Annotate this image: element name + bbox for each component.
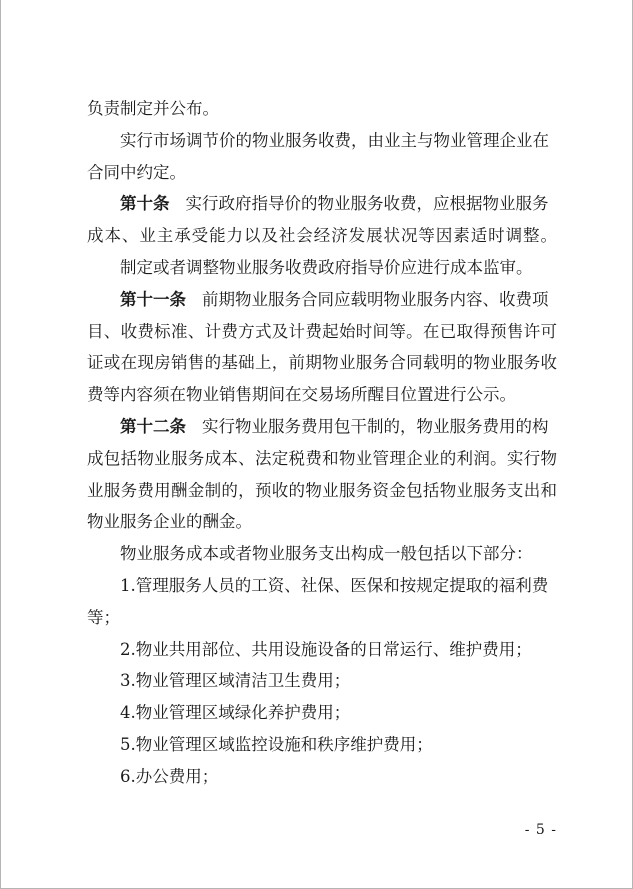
text-line-3: 合同中约定。 <box>87 162 186 182</box>
page-number: - 5 - <box>524 822 557 838</box>
list-item-1-line-2: 等； <box>87 607 120 627</box>
article-12-heading: 第十二条 <box>120 416 186 436</box>
article-10-line-1 <box>87 188 557 220</box>
text-line-10: 费等内容须在物业销售期间在交易场所醒目位置进行公示。 <box>87 385 516 405</box>
page-border-left <box>0 0 1 889</box>
article-11-heading: 第十一条 <box>120 289 186 309</box>
list-item-3: 3.物业管理区域清洁卫生费用； <box>120 671 351 691</box>
list-item-6: 6.办公费用； <box>120 766 219 786</box>
article-11-text: 前期物业服务合同应载明物业服务内容、收费项 <box>202 289 549 309</box>
text-line-6: 制定或者调整物业服务收费政府指导价应进行成本监审。 <box>120 257 533 277</box>
text-line-14: 物业服务企业的酬金。 <box>87 512 252 532</box>
article-12-line-1 <box>87 411 557 443</box>
list-item-5: 5.物业管理区域监控设施和秩序维护费用； <box>120 734 433 754</box>
article-12-text: 实行物业服务费用包干制的，物业服务费用的构 <box>202 416 549 436</box>
text-line-1: 负责制定并公布。 <box>87 99 219 118</box>
article-10-heading: 第十条 <box>120 194 170 214</box>
text-line-8: 目、收费标准、计费方式及计费起始时间等。在已取得预售许可 <box>87 321 557 341</box>
article-11-line-1 <box>87 284 557 316</box>
text-line-5: 成本、业主承受能力以及社会经济发展状况等因素适时调整。 <box>87 226 557 246</box>
body-text <box>87 93 557 793</box>
text-line-12: 成包括物业服务成本、法定税费和物业管理企业的利润。实行物 <box>87 448 557 468</box>
article-10-text: 实行政府指导价的物业服务收费，应根据物业服务 <box>185 194 549 214</box>
text-line-2: 实行市场调节价的物业服务收费，由业主与物业管理企业在 <box>120 130 549 150</box>
list-item-2: 2.物业共用部位、共用设施设备的日常运行、维护费用； <box>120 639 532 659</box>
list-item-4: 4.物业管理区域绿化养护费用； <box>120 703 351 723</box>
text-line-15: 物业服务成本或者物业服务支出构成一般包括以下部分： <box>120 544 533 564</box>
text-line-9: 证或在现房销售的基础上，前期物业服务合同载明的物业服务收 <box>87 353 557 373</box>
text-line-13: 业服务费用酬金制的，预收的物业服务资金包括物业服务支出和 <box>87 480 557 500</box>
list-item-1-line-1: 1.管理服务人员的工资、社保、医保和按规定提取的福利费 <box>120 575 549 595</box>
